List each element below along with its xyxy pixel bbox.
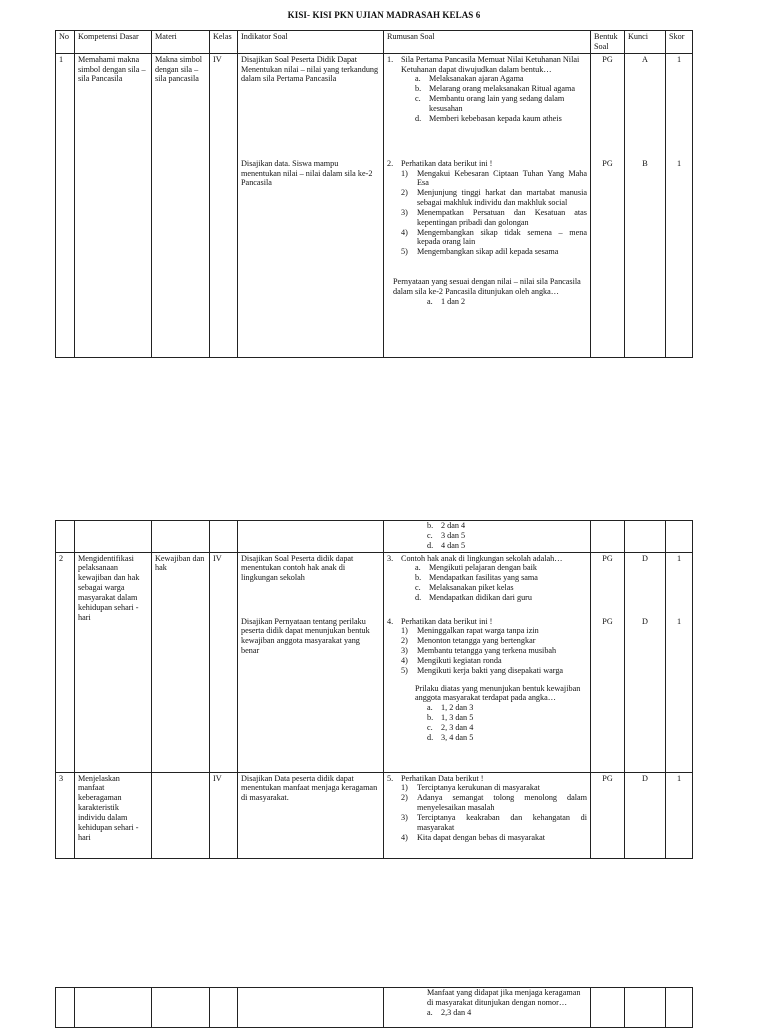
option: c. 2, 3 dan 4	[427, 722, 474, 732]
rumusan-cell	[384, 988, 591, 1028]
table-row	[56, 53, 693, 357]
data-item: 2) Adanya semangat tolong menolong dalam menyelesaikan masalah	[401, 793, 587, 813]
data-item: 4) Mengikuti kegiatan ronda	[401, 655, 502, 665]
question-number: 3.	[387, 553, 394, 563]
skor-cell: 1 1	[666, 53, 693, 357]
data-item: 4) Kita dapat dengan bebas di masyarakat	[401, 832, 545, 842]
option-text: Membantu orang lain yang sedang dalam kesusahan	[429, 94, 565, 113]
row-number: 1	[56, 53, 75, 357]
option: a. 1 dan 2	[427, 296, 466, 306]
row-number: 3	[56, 772, 75, 858]
kisi-table-3	[55, 987, 693, 1028]
skor-cell: 1 1	[666, 552, 693, 772]
table-row	[56, 552, 693, 772]
kelas-cell: IV	[210, 772, 238, 858]
header-row	[56, 31, 693, 54]
question-number: 2.	[387, 158, 394, 168]
question-text: Sila Pertama Pancasila Memuat Nilai Ketuhanan Nilai Ketuhanan dapat diwujudkan dalam bentuk…	[401, 54, 580, 74]
option: d. Memberi kebebasan kepada kaum atheis	[387, 114, 587, 124]
data-item: 4) Mengembangkan sikap tidak semena – mena kepada orang lain	[401, 227, 587, 247]
kisi-table-1	[55, 30, 693, 358]
data-item: 2) Menonton tetangga yang bertengkar	[401, 636, 536, 646]
question-4	[387, 617, 587, 743]
question-3	[387, 554, 587, 617]
data-item: 1) Meninggalkan rapat warga tanpa izin	[401, 626, 539, 636]
option-text: Melarang orang melaksanakan Ritual agama	[429, 84, 575, 94]
indikator-cell	[238, 552, 384, 772]
indikator-4: Disajikan Pernyataan tentang perilaku peserta didik dapat menunjukan bentuk kewajiban anggota masyarakat yang benar	[241, 616, 370, 656]
kunci-cell: D	[625, 772, 666, 858]
indikator-cell	[238, 53, 384, 357]
question-text: Contoh hak anak di lingkungan sekolah adalah…	[401, 553, 563, 563]
document-title: KISI- KISI PKN UJIAN MADRASAH KELAS 6	[287, 10, 481, 20]
header-indikator: Indikator Soal	[238, 31, 384, 54]
header-rumusan: Rumusan Soal	[384, 31, 591, 54]
option: d. Mendapatkan didikan dari guru	[415, 592, 532, 602]
question-statement: Manfaat yang didapat jika menjaga keragaman di masyarakat ditunjukan dengan nomor…	[427, 988, 581, 1007]
option-text: Melaksanakan ajaran Agama	[429, 74, 524, 84]
materi-cell: Makna simbol dengan sila – sila pancasila	[152, 53, 210, 357]
kelas-cell: IV	[210, 552, 238, 772]
question-1	[387, 55, 587, 159]
table-row	[56, 772, 693, 858]
continuation-row	[56, 988, 693, 1028]
bentuk-cell: PG PG	[591, 552, 625, 772]
option: b. Mendapatkan fasilitas yang sama	[415, 573, 538, 583]
row-number: 2	[56, 552, 75, 772]
bentuk-cell: PG	[591, 772, 625, 858]
bentuk-cell: PG PG	[591, 53, 625, 357]
indikator-2: Disajikan data. Siswa mampu menentukan nilai – nilai dalam sila ke-2 Pancasila	[241, 158, 373, 188]
question-statement: Pernyataan yang sesuai dengan nilai – nilai sila Pancasila dalam sila ke-2 Pancasila ditunjukan oleh angka…	[393, 277, 581, 296]
data-item: 3) Membantu tetangga yang terkena musibah	[401, 646, 557, 656]
materi-cell: Kewajiban dan hak	[152, 552, 210, 772]
rumusan-cell	[384, 552, 591, 772]
option: b. Melarang orang melaksanakan Ritual agama	[387, 84, 587, 94]
header-no: No	[56, 31, 75, 54]
skor-cell: 1	[666, 772, 693, 858]
data-item: 1) Terciptanya kerukunan di masyarakat	[401, 783, 540, 793]
question-text: Perhatikan data berikut ini !	[401, 616, 493, 626]
question-number: 4.	[387, 616, 394, 626]
continuation-row	[56, 521, 693, 553]
rumusan-cell	[384, 772, 591, 858]
indikator-1: Disajikan Soal Peserta Didik Dapat Menentukan nilai – nilai yang terkandung dalam sila Pertama Pancasila	[241, 54, 379, 84]
option: a. Mengikuti pelajaran dengan baik	[415, 563, 537, 573]
option-text: 1 dan 2	[441, 296, 466, 306]
option: b. 2 dan 4	[427, 521, 466, 530]
data-item: 5) Mengikuti kerja bakti yang disepakati warga	[401, 665, 564, 675]
option: a. Melaksanakan ajaran Agama	[387, 74, 587, 84]
header-materi: Materi	[152, 31, 210, 54]
data-item: 5) Mengembangkan sikap adil kepada sesama	[401, 247, 559, 257]
question-5	[387, 774, 587, 843]
kunci-cell: D D	[625, 552, 666, 772]
header-kompetensi: Kompetensi Dasar	[75, 31, 152, 54]
question-number: 5.	[387, 773, 394, 783]
header-skor: Skor	[666, 31, 693, 54]
header-kunci: Kunci	[625, 31, 666, 54]
option: c. Melaksanakan piket kelas	[415, 583, 514, 593]
question-number: 1.	[387, 54, 394, 64]
kelas-cell: IV	[210, 53, 238, 357]
option: c. Membantu orang lain yang sedang dalam kesusahan	[387, 94, 587, 114]
option: c. 3 dan 5	[427, 530, 466, 540]
question-2	[387, 159, 587, 307]
rumusan-cell	[384, 53, 591, 357]
option-text: Memberi kebebasan kepada kaum atheis	[429, 113, 562, 123]
question-statement: Prilaku diatas yang menunjukan bentuk kewajiban anggota masyarakat terdapat pada angka…	[415, 683, 581, 703]
data-item: 3) Terciptanya keakraban dan kehangatan di masyarakat	[401, 812, 587, 832]
option: a. 1, 2 dan 3	[427, 703, 474, 713]
header-kelas: Kelas	[210, 31, 238, 54]
option: b. 1, 3 dan 5	[427, 713, 474, 723]
indikator-3: Disajikan Soal Peserta didik dapat menentukan contoh hak anak di lingkungan sekolah	[241, 553, 354, 583]
kisi-table-2	[55, 520, 693, 859]
kunci-cell: A B	[625, 53, 666, 357]
kompetensi-cell: Mengidentifikasi pelaksanaan kewajiban dan hak sebagai warga masyarakat dalam kehidupan sehari - hari	[75, 552, 152, 772]
option: a. 2,3 dan 4	[427, 1007, 472, 1017]
kompetensi-cell: Memahami makna simbol dengan sila – sila Pancasila	[75, 53, 152, 357]
option: d. 4 dan 5	[427, 540, 466, 550]
indikator-cell: Disajikan Data peserta didik dapat menentukan manfaat menjaga keragaman di masyarakat.	[238, 772, 384, 858]
question-text: Perhatikan Data berikut !	[401, 773, 484, 783]
question-text: Perhatikan data berikut ini !	[401, 158, 493, 168]
rumusan-cell	[384, 521, 591, 553]
data-item: 2) Menjunjung tinggi harkat dan martabat manusia sebagai makhluk individu dan makhluk social	[401, 188, 587, 208]
data-item: 3) Menempatkan Persatuan dan Kesatuan atas kepentingan pribadi dan golongan	[401, 207, 587, 227]
header-bentuk: Bentuk Soal	[591, 31, 625, 54]
kompetensi-cell: Menjelaskan manfaat keberagaman karakteristik individu dalam kehidupan sehari - hari	[75, 772, 152, 858]
materi-cell	[152, 772, 210, 858]
option: d. 3, 4 dan 5	[427, 732, 474, 742]
data-item: 1) Mengakui Kebesaran Ciptaan Tuhan Yang Maha Esa	[401, 168, 587, 188]
